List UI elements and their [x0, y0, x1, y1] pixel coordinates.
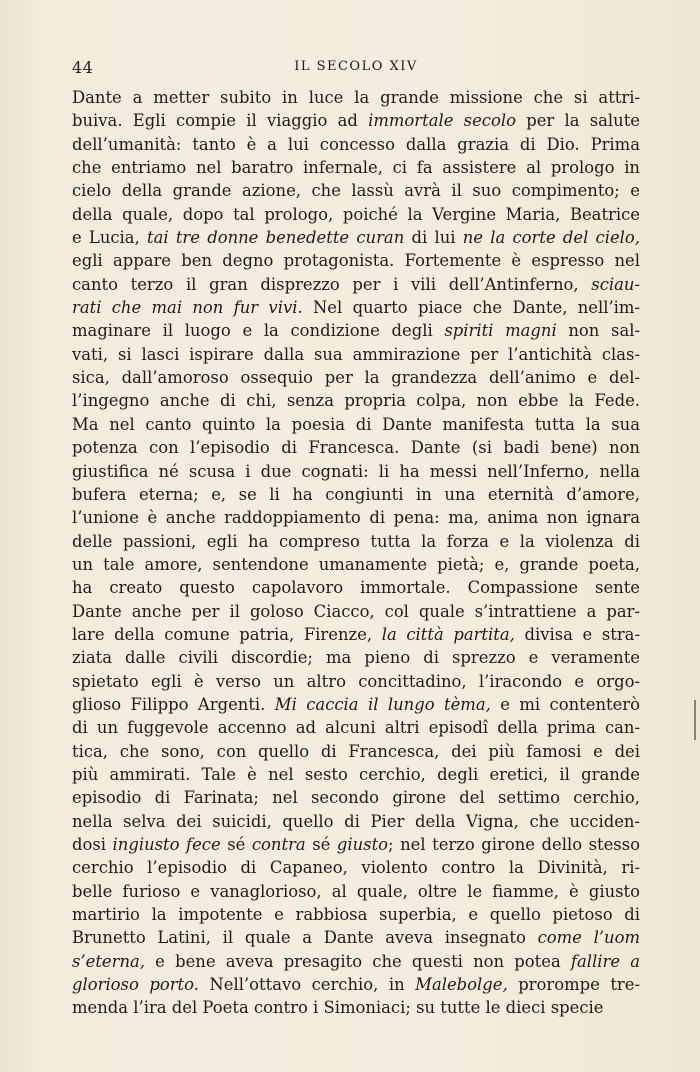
text-line: [72, 950, 640, 973]
text-line: [72, 926, 640, 949]
text-segment: tica, che sono, con quello di Francesca, dei più famosi e dei: [72, 741, 640, 761]
text-line: [72, 576, 640, 599]
text-segment: spietato egli è verso un altro concittadino, l’iracondo e orgo-: [72, 671, 640, 691]
text-line: [72, 460, 640, 483]
text-segment: dell’umanità: tanto è a lui concesso dalla grazia di Dio. Prima: [72, 134, 640, 154]
text-segment: dosi: [72, 835, 113, 854]
italic-text: come l’uom: [537, 928, 640, 948]
text-segment: Nell’ottavo cerchio, in: [198, 975, 416, 995]
italic-text: ne la corte del cielo,: [462, 228, 640, 248]
text-line: [72, 880, 640, 903]
text-line: [72, 833, 640, 856]
text-segment: sica, dall’amoroso ossequio per la grandezza dell’animo e del-: [72, 368, 640, 388]
page-edge-mark: [694, 700, 696, 740]
text-line: [72, 179, 640, 202]
text-line: [72, 203, 640, 226]
italic-text: ingiusto fece: [112, 835, 221, 854]
text-segment: glioso Filippo Argenti.: [72, 694, 275, 714]
text-segment: e mi contenterò: [490, 694, 640, 714]
text-line: [72, 670, 640, 693]
italic-text: tai tre donne benedette curan: [147, 228, 405, 248]
text-line: [72, 389, 640, 412]
text-line: [72, 786, 640, 809]
text-segment: ; nel terzo girone dello stesso: [388, 835, 640, 854]
text-line: [72, 343, 640, 366]
text-segment: egli appare ben degno protagonista. Fortemente è espresso nel: [72, 251, 640, 271]
text-segment: giustifica né scusa i due cognati: li ha messi nell’Inferno, nella: [72, 461, 640, 481]
text-line: [72, 973, 640, 996]
italic-text: la città partita,: [381, 624, 515, 644]
text-segment: bufera eterna; e, se li ha congiunti in una eternità d’amore,: [72, 484, 640, 504]
text-segment: martirio la impotente e rabbiosa superbia, e quello pietoso di: [72, 905, 640, 925]
text-segment: canto terzo il gran disprezzo per i vili dell’Antinferno,: [72, 274, 592, 294]
text-segment: ha creato questo capolavoro immortale. Compassione sente: [72, 578, 640, 598]
text-segment: l’unione è anche raddoppiamento di pena: ma, anima non ignara: [72, 508, 640, 528]
text-line: [72, 133, 640, 156]
text-segment: Dante a metter subito in luce la grande missione che si attri-: [72, 88, 640, 107]
text-segment: della quale, dopo tal prologo, poiché la Vergine Maria, Beatrice: [72, 204, 640, 224]
text-line: [72, 600, 640, 623]
text-line: [72, 646, 640, 669]
italic-text: s’eterna,: [72, 951, 145, 971]
text-line: [72, 530, 640, 553]
text-line: [72, 483, 640, 506]
text-segment: cerchio l’episodio di Capaneo, violento contro la Divinità, ri-: [72, 858, 640, 878]
text-segment: episodio di Farinata; nel secondo girone del settimo cerchio,: [72, 788, 640, 808]
italic-text: fallire a: [570, 951, 640, 971]
text-segment: che entriamo nel baratro infernale, ci fa assistere al prologo in: [72, 158, 640, 178]
italic-text: sciau-: [591, 274, 640, 294]
text-segment: delle passioni, egli ha compreso tutta la forza e la violenza di: [72, 531, 640, 551]
text-segment: un tale amore, sentendone umanamente pietà; e, grande poeta,: [72, 554, 640, 574]
italic-text: Mi caccia il lungo tèma,: [274, 694, 491, 714]
text-segment: sé: [220, 835, 252, 854]
text-line: [72, 996, 640, 1019]
italic-text: Malebolge,: [415, 975, 508, 995]
italic-text: giusto: [336, 835, 389, 854]
text-segment: menda l’ira del Poeta contro i Simoniaci; su tutte le dieci specie: [72, 998, 604, 1018]
text-segment: Dante anche per il goloso Ciacco, col quale s’intrattiene a par-: [72, 601, 640, 621]
page-header: [72, 58, 640, 80]
text-line: [72, 249, 640, 272]
text-segment: vati, si lasci ispirare dalla sua ammirazione per l’antichità clas-: [72, 344, 640, 364]
text-line: [72, 810, 640, 833]
text-segment: di un fuggevole accenno ad alcuni altri episodî della prima can-: [72, 718, 640, 738]
text-segment: divisa e stra-: [514, 624, 640, 644]
text-line: [72, 436, 640, 459]
text-segment: sé: [305, 835, 337, 854]
text-line: [72, 109, 640, 132]
text-line: [72, 296, 640, 319]
italic-text: glorioso porto.: [72, 975, 199, 995]
text-line: [72, 366, 640, 389]
body-text: [72, 86, 640, 1020]
text-line: [72, 506, 640, 529]
text-segment: e Lucia,: [72, 228, 148, 248]
running-title: IL SECOLO XIV: [294, 59, 418, 74]
text-segment: e bene aveva presagito che questi non potea: [144, 951, 571, 971]
text-segment: più ammirati. Tale è nel sesto cerchio, degli eretici, il grande: [72, 764, 640, 784]
text-line: [72, 903, 640, 926]
text-line: [72, 553, 640, 576]
text-segment: maginare il luogo e la condizione degli: [72, 321, 445, 341]
text-line: [72, 623, 640, 646]
text-segment: per la salute: [515, 111, 640, 131]
text-segment: prorompe tre-: [507, 975, 640, 995]
text-line: [72, 226, 640, 249]
text-segment: buiva. Egli compie il viaggio ad: [72, 111, 369, 131]
text-line: [72, 693, 640, 716]
text-segment: Nel quarto piace che Dante, nell’im-: [302, 298, 640, 318]
italic-text: rati che mai non fur vivi.: [72, 298, 303, 318]
text-line: [72, 273, 640, 296]
text-segment: non sal-: [556, 321, 640, 341]
text-line: [72, 156, 640, 179]
text-segment: Ma nel canto quinto la poesia di Dante manifesta tutta la sua: [72, 414, 640, 434]
text-segment: l’ingegno anche di chi, senza propria colpa, non ebbe la Fede.: [72, 391, 640, 411]
text-segment: nella selva dei suicidi, quello di Pier della Vigna, che ucciden-: [72, 811, 640, 831]
text-segment: cielo della grande azione, che lassù avrà il suo compimento; e: [72, 181, 640, 201]
text-segment: lare della comune patria, Firenze,: [72, 624, 382, 644]
text-line: [72, 856, 640, 879]
text-line: [72, 763, 640, 786]
text-segment: belle furioso e vanaglorioso, al quale, oltre le fiamme, è giusto: [72, 881, 640, 901]
text-line: [72, 86, 640, 109]
text-segment: ziata dalle civili discordie; ma pieno di sprezzo e veramente: [72, 648, 640, 668]
italic-text: immortale secolo: [368, 111, 516, 131]
text-line: [72, 716, 640, 739]
text-segment: potenza con l’episodio di Francesca. Dante (si badi bene) non: [72, 438, 640, 458]
italic-text: contra: [251, 835, 306, 854]
italic-text: spiriti magni: [444, 321, 557, 341]
text-line: [72, 319, 640, 342]
page-number: 44: [72, 58, 94, 77]
text-segment: Brunetto Latini, il quale a Dante aveva insegnato: [72, 928, 538, 948]
text-line: [72, 413, 640, 436]
text-line: [72, 740, 640, 763]
text-segment: di lui: [404, 228, 463, 248]
